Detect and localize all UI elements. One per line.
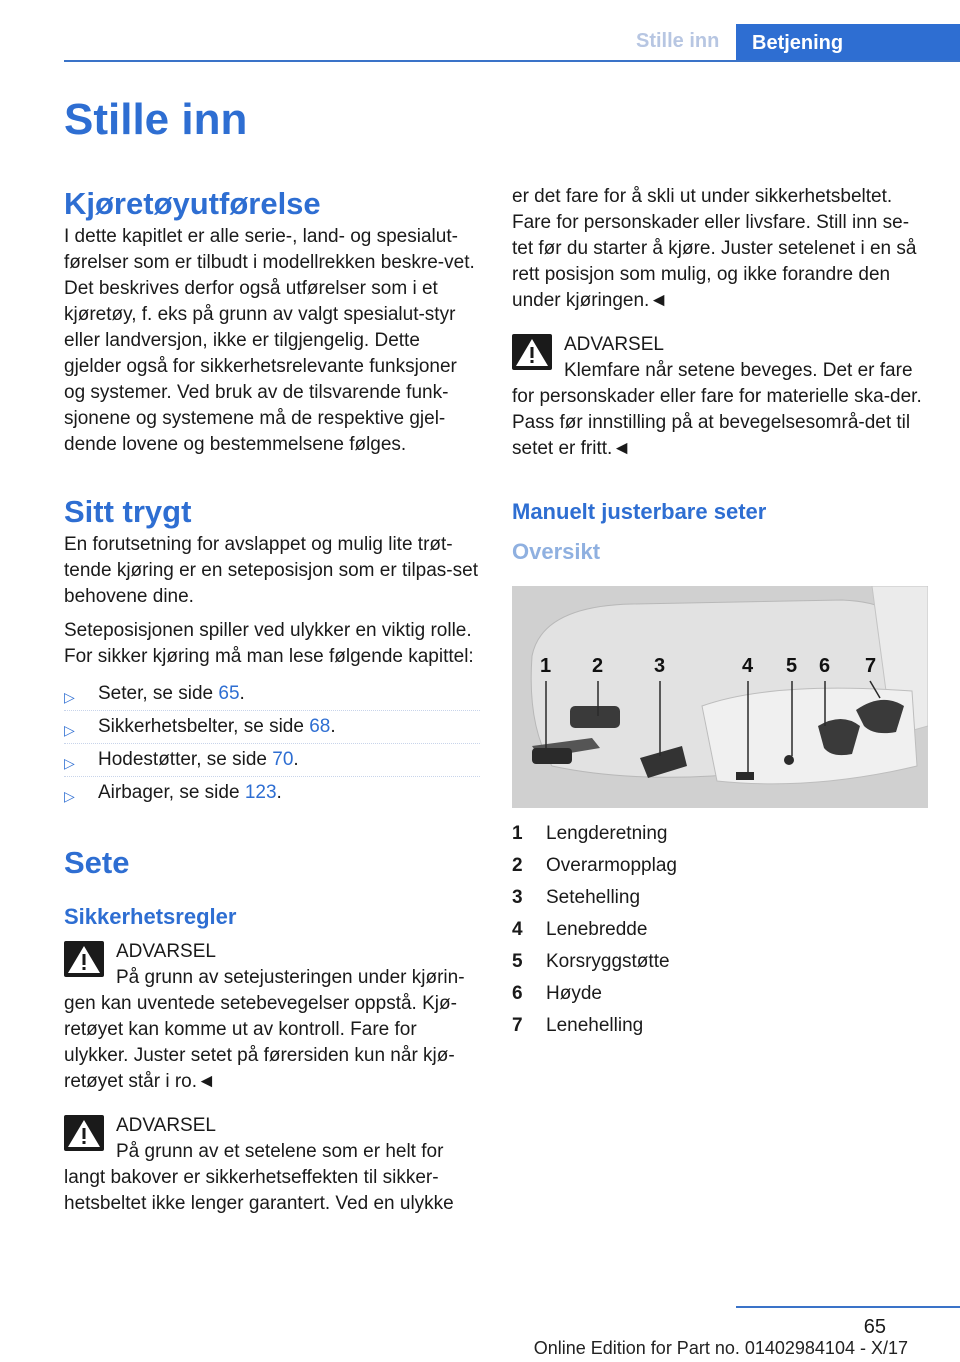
callout-number: 5 xyxy=(786,655,798,677)
edition-note: Online Edition for Part no. 01402984104 - X/17 xyxy=(533,1338,908,1358)
footer-rule xyxy=(736,1306,960,1308)
page-link[interactable]: 68 xyxy=(309,716,331,737)
paragraph-continued: er det fare for å skli ut under sikkerhetsbeltet. Fare for personskader eller livsfare. Still inn se-tet før du starter å kjøre. Juster setelenet i en så rett posisjon som mulig, og ikke forandre den under kjøringen.◄ xyxy=(512,186,917,311)
warning-triangle-icon xyxy=(512,334,552,370)
heading-safety-rules: Sikkerhetsregler xyxy=(64,904,237,929)
warning-triangle-icon xyxy=(64,941,104,977)
page-link[interactable]: 123 xyxy=(244,782,277,803)
list-item: ▷ Airbager, se side 123. xyxy=(64,777,480,809)
paragraph-sit-safe-1: En forutsetning for avslappet og mulig lite trøt-tende kjøring er en seteposisjon som er tilpas-set behovene dine. xyxy=(64,534,478,607)
legend-row: 6 Høyde xyxy=(512,983,602,1004)
callout-number: 7 xyxy=(865,655,877,677)
callout-number: 4 xyxy=(742,655,754,677)
warning-text: gen kan uventede setebevegelser oppstå. Kjø-retøyet kan komme ut av kontroll. Fare for ulykker. Juster setet på førersiden kun når kjø-retøyet står i ro.◄ xyxy=(64,993,457,1092)
triangle-bullet-icon: ▷ xyxy=(64,722,75,738)
callout-number: 1 xyxy=(540,655,552,677)
legend-row: 2 Overarmopplag xyxy=(512,855,677,876)
callout-number: 6 xyxy=(819,655,831,677)
triangle-bullet-icon: ▷ xyxy=(64,788,75,804)
heading-sit-safe: Sitt trygt xyxy=(64,494,192,529)
warning-block xyxy=(64,1113,480,1217)
reference-list xyxy=(64,678,480,809)
heading-seat: Sete xyxy=(64,845,130,880)
seat-illustration xyxy=(512,586,928,808)
callout-number: 3 xyxy=(654,655,666,677)
legend-row: 3 Setehelling xyxy=(512,887,641,908)
heading-manual-seats: Manuelt justerbare seter xyxy=(512,499,767,524)
warning-block xyxy=(512,332,928,462)
legend-row: 1 Lengderetning xyxy=(512,823,668,844)
list-item: ▷ Seter, se side 65. xyxy=(64,678,480,711)
warning-text: for personskader eller fare for materielle ska-der. Pass før innstilling på at bevegelsesområ-det til setet er fritt.◄ xyxy=(512,386,922,459)
warning-block xyxy=(64,939,480,1095)
warning-triangle-icon xyxy=(64,1115,104,1151)
heading-overview: Oversikt xyxy=(512,539,601,564)
page-link[interactable]: 65 xyxy=(218,683,240,704)
legend-row: 5 Korsryggstøtte xyxy=(512,951,670,972)
warning-title: ADVARSEL xyxy=(116,1115,216,1136)
warning-title: ADVARSEL xyxy=(116,941,216,962)
legend-row: 4 Lenebredde xyxy=(512,919,648,940)
warning-text: På grunn av et setelene som er helt for xyxy=(116,1141,444,1162)
paragraph-vehicle: I dette kapitlet er alle serie-, land- og spesialut-førelser som er tilbudt i modellrekken beskre-vet. Det beskrives derfor også utførelser som i et kjøretøy, f. eks på grunn av valgt spesialut-styr eller landversjon, ikke er tilgjengelig. Dette gjelder også for sikkerhetsrelevante funksjoner og systemer. Ved bruk av de tilsvarende funk-sjonene og systemene må de respektive gjel-dende lovene og bestemmelsene følges. xyxy=(64,226,475,455)
header-rule xyxy=(64,60,960,62)
right-column xyxy=(512,184,928,1042)
left-column xyxy=(64,184,480,1217)
heading-vehicle: Kjøretøyutførelse xyxy=(64,186,321,221)
warning-title: ADVARSEL xyxy=(564,334,664,355)
list-item: ▷ Sikkerhetsbelter, se side 68. xyxy=(64,711,480,744)
list-item: ▷ Hodestøtter, se side 70. xyxy=(64,744,480,777)
header-section: Stille inn xyxy=(636,30,720,52)
callout-number: 2 xyxy=(592,655,604,677)
warning-text: langt bakover er sikkerhetseffekten til sikker-hetsbeltet ikke lenger garantert. Ved en ulykke xyxy=(64,1167,454,1214)
warning-text: På grunn av setejusteringen under kjørin- xyxy=(116,967,465,988)
page-number: 65 xyxy=(863,1316,886,1338)
triangle-bullet-icon: ▷ xyxy=(64,689,75,705)
legend-row: 7 Lenehelling xyxy=(512,1015,644,1036)
page-title: Stille inn xyxy=(64,95,248,144)
seat-controls-figure xyxy=(512,586,928,808)
warning-text: Klemfare når setene beveges. Det er fare xyxy=(564,360,913,381)
header-chapter-tab[interactable]: Betjening xyxy=(736,24,960,62)
figure-legend xyxy=(512,818,928,1042)
triangle-bullet-icon: ▷ xyxy=(64,755,75,771)
paragraph-sit-safe-2: Seteposisjonen spiller ved ulykker en viktig rolle. For sikker kjøring må man lese følgende kapittel: xyxy=(64,620,474,667)
page-link[interactable]: 70 xyxy=(272,749,294,770)
